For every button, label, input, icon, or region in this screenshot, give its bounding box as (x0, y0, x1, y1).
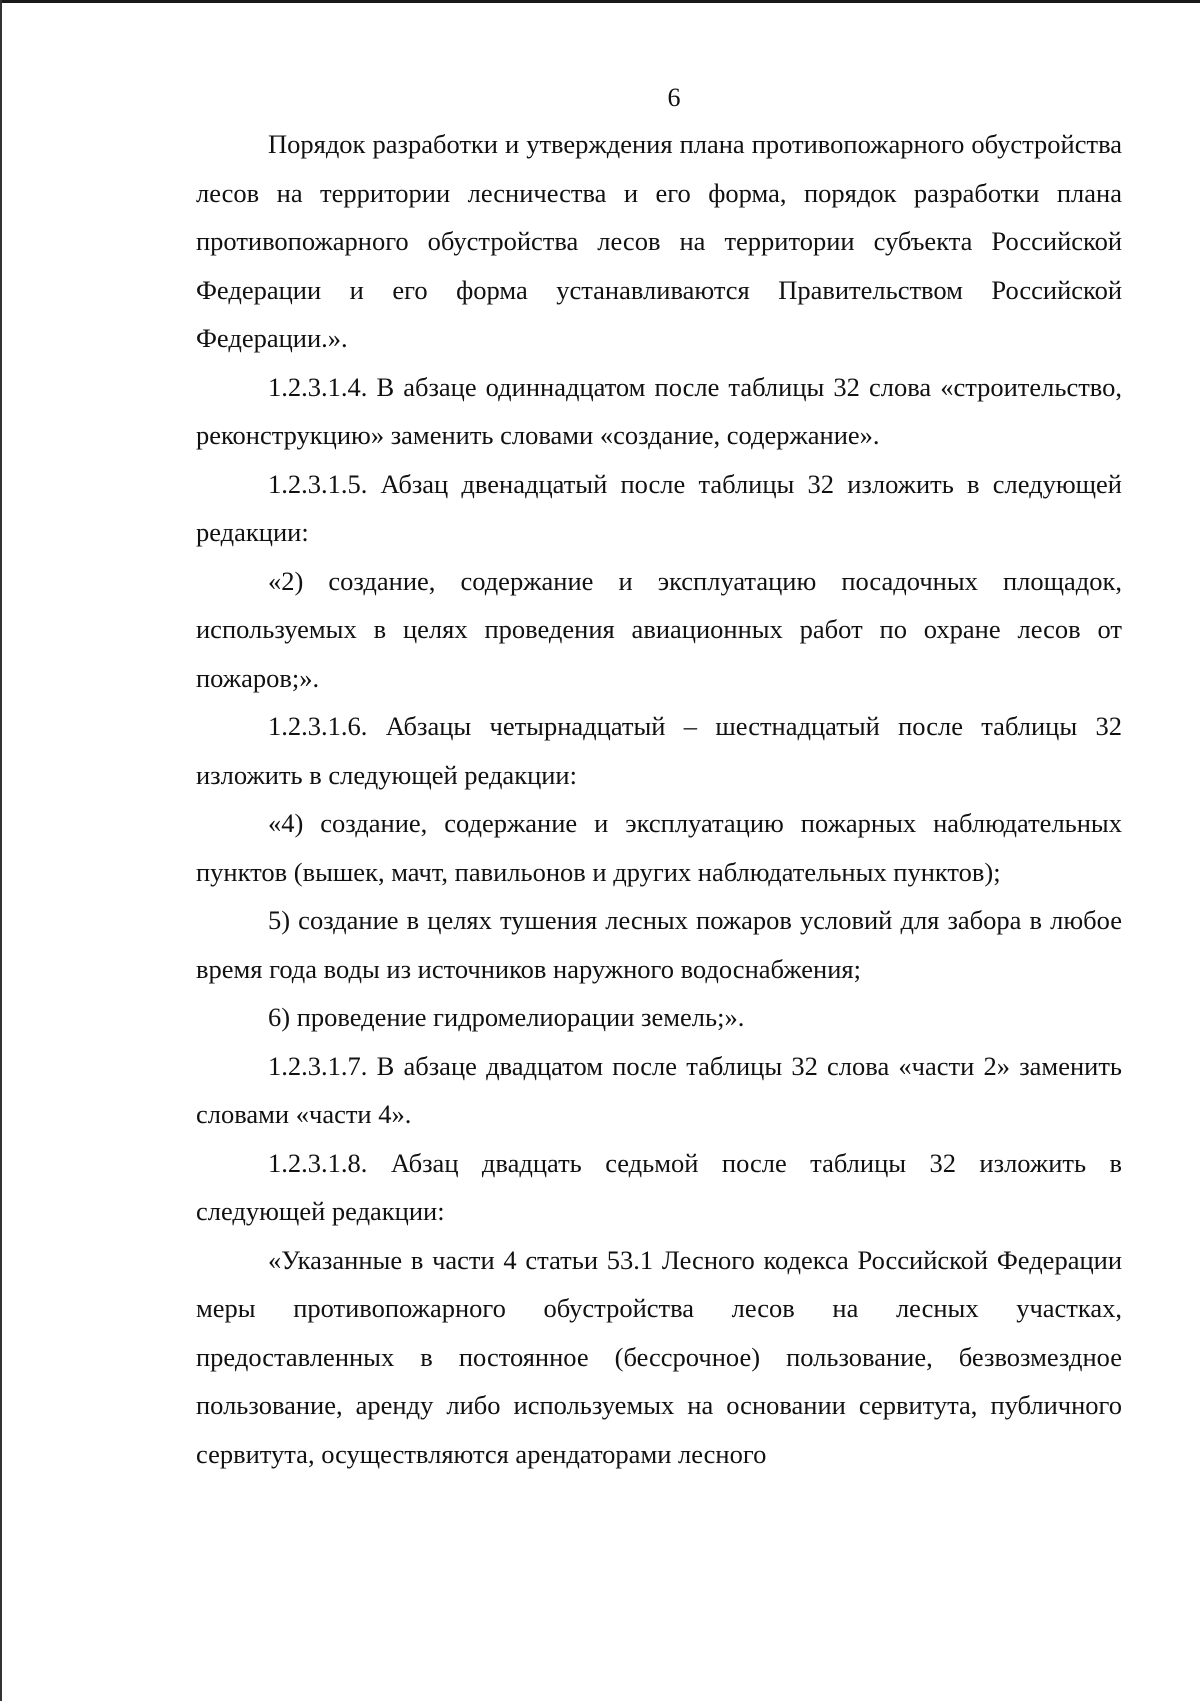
paragraph-quote-2: «2) создание, содержание и эксплуатацию посадочных площадок, используемых в целях проведения авиационных работ по охране лесов от пожаров;». (196, 565, 1122, 693)
paragraph-1-2-3-1-7: 1.2.3.1.7. В абзаце двадцатом после таблицы 32 слова «части 2» заменить словами «части 4». (196, 1050, 1122, 1129)
document-page (196, 78, 1122, 1478)
scan-left-edge (0, 0, 2, 1701)
paragraph-1-2-3-1-4: 1.2.3.1.4. В абзаце одиннадцатом после таблицы 32 слова «строительство, реконструкцию» заменить словами «создание, содержание». (196, 371, 1122, 450)
paragraph-1: Порядок разработки и утверждения плана противопожарного обустройства лесов на территории лесничества и его форма, порядок разработки плана противопожарного обустройства лесов на территории субъекта Российской Федерации и его форма устанавливаются Правительством Российской Федерации.». (196, 129, 1122, 353)
scan-top-edge (0, 0, 1200, 3)
paragraph-1-2-3-1-5: 1.2.3.1.5. Абзац двенадцатый после таблицы 32 изложить в следующей редакции: (196, 468, 1122, 547)
page-number: 6 (667, 83, 681, 112)
paragraph-quote-ukazannye: «Указанные в части 4 статьи 53.1 Лесного кодекса Российской Федерации меры противопожарного обустройства лесов на лесных участках, предоставленных в постоянное (бессрочное) пользование, безвозмездное пользование, аренду либо используемых на основании сервитута, публичного сервитута, осуществляются арендаторами лесного (196, 1244, 1122, 1469)
paragraph-1-2-3-1-8: 1.2.3.1.8. Абзац двадцать седьмой после таблицы 32 изложить в следующей редакции: (196, 1147, 1122, 1226)
paragraph-1-2-3-1-6: 1.2.3.1.6. Абзацы четырнадцатый – шестнадцатый после таблицы 32 изложить в следующей редакции: (196, 711, 1122, 790)
paragraph-item-6: 6) проведение гидромелиорации земель;». (268, 1002, 745, 1032)
paragraph-quote-4: «4) создание, содержание и эксплуатацию пожарных наблюдательных пунктов (вышек, мачт, павильонов и других наблюдательных пунктов); (196, 808, 1122, 887)
paragraph-item-5: 5) создание в целях тушения лесных пожаров условий для забора в любое время года воды из источников наружного водоснабжения; (196, 905, 1122, 984)
